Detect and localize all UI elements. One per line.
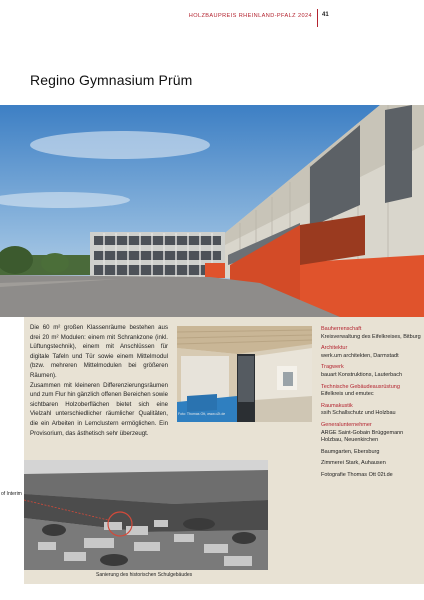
credit-value-general-contractor: ARGE Saint-Gobain Brüggemann Holzbau, Neuenkirchen [321, 429, 404, 444]
page-title: Regino Gymnasium Prüm [30, 72, 193, 88]
aerial-photo [24, 460, 268, 570]
body-text [30, 323, 168, 438]
credit-value-architecture: werk.um architekten, Darmstadt [321, 352, 399, 359]
credit-value-photography: Fotografie Thomas Ott 02t.de [321, 471, 393, 478]
photo-credit: Foto: Thomas Ott, www.o2t.de [178, 412, 226, 416]
credit-value-contractor-2: Baumgarten, Ebersburg [321, 448, 380, 455]
hero-photo [0, 105, 424, 317]
body-paragraph-1: Die 60 m² großen Klassenräume bestehen aus drei 20 m² Modulen: einem mit Schrankzone (inkl. Lüftungstechnik), einem mit Anschlüssen für digitale Tafeln und Tür sowie einem Mittelmodul (bzw. mehreren Mittelmodulen bei größeren Räumen). [30, 324, 168, 379]
header-publication: HOLZBAUPREIS RHEINLAND-PFALZ 2024 [188, 13, 312, 19]
interior-photo [177, 326, 312, 422]
page-number: 41 [322, 12, 329, 18]
credit-value-building-services: Eifelkreis und emutec [321, 391, 374, 398]
credit-label-structure: Tragwerk [321, 364, 344, 371]
body-paragraph-2: Zusammen mit kleineren Differenzierungsräumen und zum Flur hin gänzlich offenen Bereichen sowie sichtbaren Holzoberflächen bietet sich eine Vielzahl unterschiedlicher räumlicher Qualitäten, die ein Arbeiten in Lernclustern ermöglichen. Ein Provisorium, das ästhetisch sehr überzeugt. [30, 381, 168, 437]
credit-value-structure: bauart Konstruktions, Lauterbach [321, 371, 403, 378]
credit-label-client: Bauherrenschaft [321, 326, 362, 332]
credit-value-contractor-3: Zimmerei Stark, Auhausen [321, 460, 386, 467]
credit-label-acoustics: Raumakustik [321, 402, 353, 409]
credit-value-acoustics: ssih Schallschutz und Holzbau [321, 410, 396, 417]
aerial-side-label: of Interim [1, 491, 22, 497]
header-divider [317, 9, 318, 27]
credit-label-general-contractor: Generalunternehmer [321, 421, 372, 428]
aerial-caption: Sanierung des historischen Schulgebäudes [96, 572, 193, 578]
credit-value-client: Kreisverwaltung des Eifelkreises, Bitburg [321, 333, 421, 340]
credit-label-architecture: Architektur [321, 345, 348, 352]
project-credits [321, 326, 421, 480]
credit-label-building-services: Technische Gebäudeausrüstung [321, 383, 400, 390]
